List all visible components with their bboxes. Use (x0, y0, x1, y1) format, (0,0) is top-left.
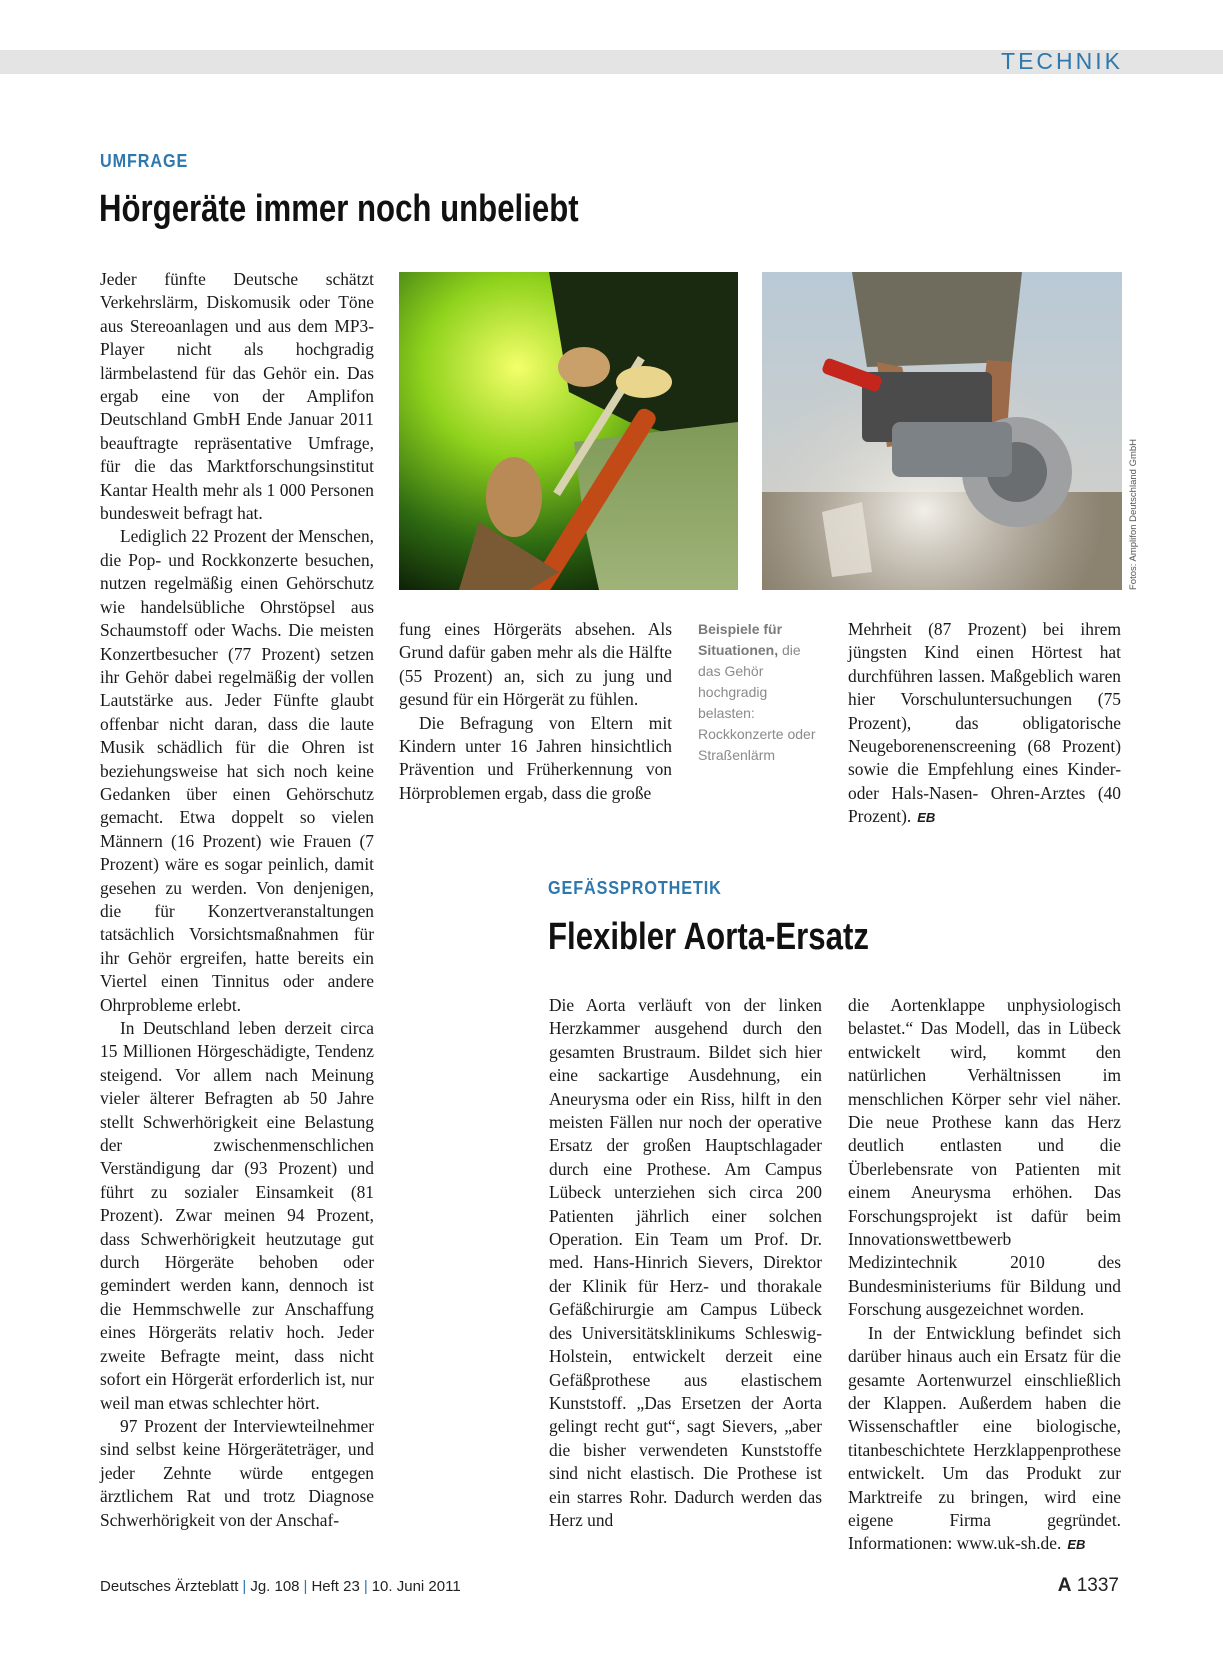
article1-column-2 (399, 618, 672, 805)
footer-issue: Heft 23 (311, 1578, 360, 1595)
photo-rock-concert (399, 272, 738, 590)
page-number (1058, 1575, 1119, 1597)
article2-kicker: GEFÄSSPROTHETIK (548, 878, 722, 898)
page-number-value: 1337 (1076, 1575, 1119, 1596)
article1-col2-paragraph-1: fung eines Hörgeräts absehen. Als Grund dafür gaben mehr als die Hälfte (55 Prozent) an, sich zu jung und gesund für ein Hörgerät zu fühlen. (399, 619, 672, 710)
article1-col1-paragraph-2: Lediglich 22 Prozent der Menschen, die Pop- und Rockkonzerte besuchen, nutzen regelmäßig einen Gehörschutz wie handelsübliche Ohrstöpsel aus Schaumstoff oder Wachs. Die meisten Konzertbesucher (77 Prozent) setzen ihr Gehör dabei regelmäßig der vollen Lautstärke aus. Jeder Fünfte glaubt offenbar nicht daran, dass die laute Musik schädlich für die Ohren ist beziehungsweise hat sich noch keine Gedanken über einen Gehörschutz gemacht. Etwa doppelt so vielen Männern (16 Prozent) wie Frauen (7 Prozent) wäre es sogar peinlich, damit gesehen zu werden. Von denjenigen, die für Konzertveranstaltungen tatsächlich Vorsichtsmaßnahmen für ihr Gehör ergreifen, hatte bereits ein Viertel einen Tinnitus oder andere Ohrprobleme erlebt. (100, 526, 374, 1015)
article1-col1-paragraph-1: Jeder fünfte Deutsche schätzt Verkehrslärm, Diskomusik oder Töne aus Stereoanlagen und aus dem MP3-Player nicht als hochgradig lärmbelastend für das Gehör ein. Das ergab eine von der Amplifon Deutschland GmbH Ende Januar 2011 beauftragte repräsentative Umfrage, für die das Marktforschungsinstitut Kantar Health mehr als 1 000 Personen bundesweit befragt hat. (100, 269, 374, 524)
article1-col1-paragraph-4: 97 Prozent der Interviewteilnehmer sind selbst keine Hörgeräteträger, und jeder Zehnte würde entgegen ärztlichem Rat und trotz Diagnose Schwerhörigkeit von der Anschaf- (100, 1415, 374, 1530)
caption-text: die das Gehör hochgradig belasten: Rockkonzerte oder Straßenlärm (698, 642, 816, 763)
caption-lead: Beispiele für Situationen, (698, 621, 783, 658)
footer-date: 10. Juni 2011 (371, 1578, 461, 1595)
article1-col2-paragraph-2: Die Befragung von Eltern mit Kindern unter 16 Jahren hinsichtlich Prävention und Früherkennung von Hörproblemen ergab, dass die große (399, 712, 672, 803)
article2-col1-paragraph-1: Die Aorta verläuft von der linken Herzkammer ausgehend durch den gesamten Brustraum. Bildet sich hier eine sackartige Ausdehnung, ein Aneurysma oder ein Riss, hilft in den meisten Fällen nur noch der operative Ersatz der großen Hauptschlagader durch eine Prothese. Am Campus Lübeck unterziehen sich circa 200 Patienten jährlich einer solchen Operation. Ein Team um Prof. Dr. med. Hans-Hinrich Sievers, Direktor der Klinik für Herz- und thorakale Gefäßchirurgie am Campus Lübeck des Universitätsklinikums Schleswig-Holstein, entwickelt derzeit eine Gefäßprothese aus elastischem Kunststoff. „Das Ersetzen der Aorta gelingt recht gut“, sagt Sievers, „aber die bisher verwendeten Kunststoffe sind nicht elastisch. Die Prothese ist ein starres Rohr. Dadurch werden das Herz und (549, 995, 822, 1530)
article2-col2-paragraph-2 (848, 1322, 1121, 1557)
footer-citation: Deutsches Ärzteblatt | Jg. 108 | Heft 23 | 10. Juni 2011 (100, 1578, 461, 1595)
footer-journal: Deutsches Ärzteblatt (100, 1578, 239, 1595)
article1-kicker: UMFRAGE (100, 151, 189, 171)
article2-col2-text: In der Entwicklung befindet sich darüber hinaus auch ein Ersatz für die gesamte Aortenwurzel einschließlich der Klappen. Außerdem haben die Wissenschaftler eine biologische, titanbeschichtete Herzklappenprothese entwickelt. Um das Produkt zur Marktreife zu bringen, wird eine eigene Firma gegründet. Informationen: www.uk-sh.de. (848, 1322, 1121, 1554)
article2-column-1 (549, 994, 822, 1532)
article2-headline: Flexibler Aorta-Ersatz (548, 916, 869, 958)
article1-column-1 (100, 268, 374, 1532)
photo-caption (698, 619, 823, 766)
article2-col2-paragraph-1: die Aortenklappe unphysiologisch belastet.“ Das Modell, das in Lübeck entwickelt wird, kommt den natürlichen Verhältnissen im menschlichen Körper sehr viel näher. Die neue Prothese kann das Herz deutlich entlasten und die Überlebensrate von Patienten mit einem Aneurysma erhöhen. Das Forschungsprojekt ist dafür beim Innovationswettbewerb Medizintechnik 2010 des Bundesministeriums für Bildung und Forschung ausgezeichnet worden. (848, 995, 1121, 1320)
article2-column-2 (848, 994, 1121, 1557)
photo-credit: Fotos: Amplifon Deutschland GmbH (1128, 438, 1139, 590)
photo-street-noise (762, 272, 1122, 590)
article1-col3-text: Mehrheit (87 Prozent) bei ihrem jüngsten Kind einen Hörtest hat durchführen lassen. Maßgeblich waren hier Vorschuluntersuchungen (75 Prozent), das obligatorische Neugeborenenscreening (68 Prozent) sowie die Empfehlung eines Kinder- oder Hals-Nasen- Ohren-Arztes (40 Prozent). (848, 619, 1121, 827)
article1-signature: EB (917, 810, 936, 826)
page-prefix: A (1057, 1575, 1072, 1596)
article1-col3-paragraph-1 (848, 618, 1121, 830)
article1-column-3 (848, 618, 1121, 830)
section-label: TECHNIK (1001, 48, 1123, 74)
article1-col1-paragraph-3: In Deutschland leben derzeit circa 15 Millionen Hörgeschädigte, Tendenz steigend. Vor allem nach Meinung vieler älterer Befragten ab 50 Jahre stellt Schwerhörigkeit eine Belastung der zwischenmenschlichen Verständigung dar (93 Prozent) und führt zu sozialer Einsamkeit (81 Prozent). Zwar meinen 94 Prozent, dass Schwerhörigkeit heutzutage gut durch Hörgeräte behoben oder gemindert werden kann, dennoch ist die Hemmschwelle zur Anschaffung eines Hörgeräts relativ hoch. Jeder zweite Befragte meint, dass nicht sofort ein Hörgerät erforderlich ist, nur weil man etwas schlechter hört. (100, 1018, 374, 1413)
article1-headline: Hörgeräte immer noch unbeliebt (99, 188, 579, 230)
article2-signature: EB (1067, 1537, 1086, 1553)
footer-volume: Jg. 108 (250, 1578, 300, 1595)
